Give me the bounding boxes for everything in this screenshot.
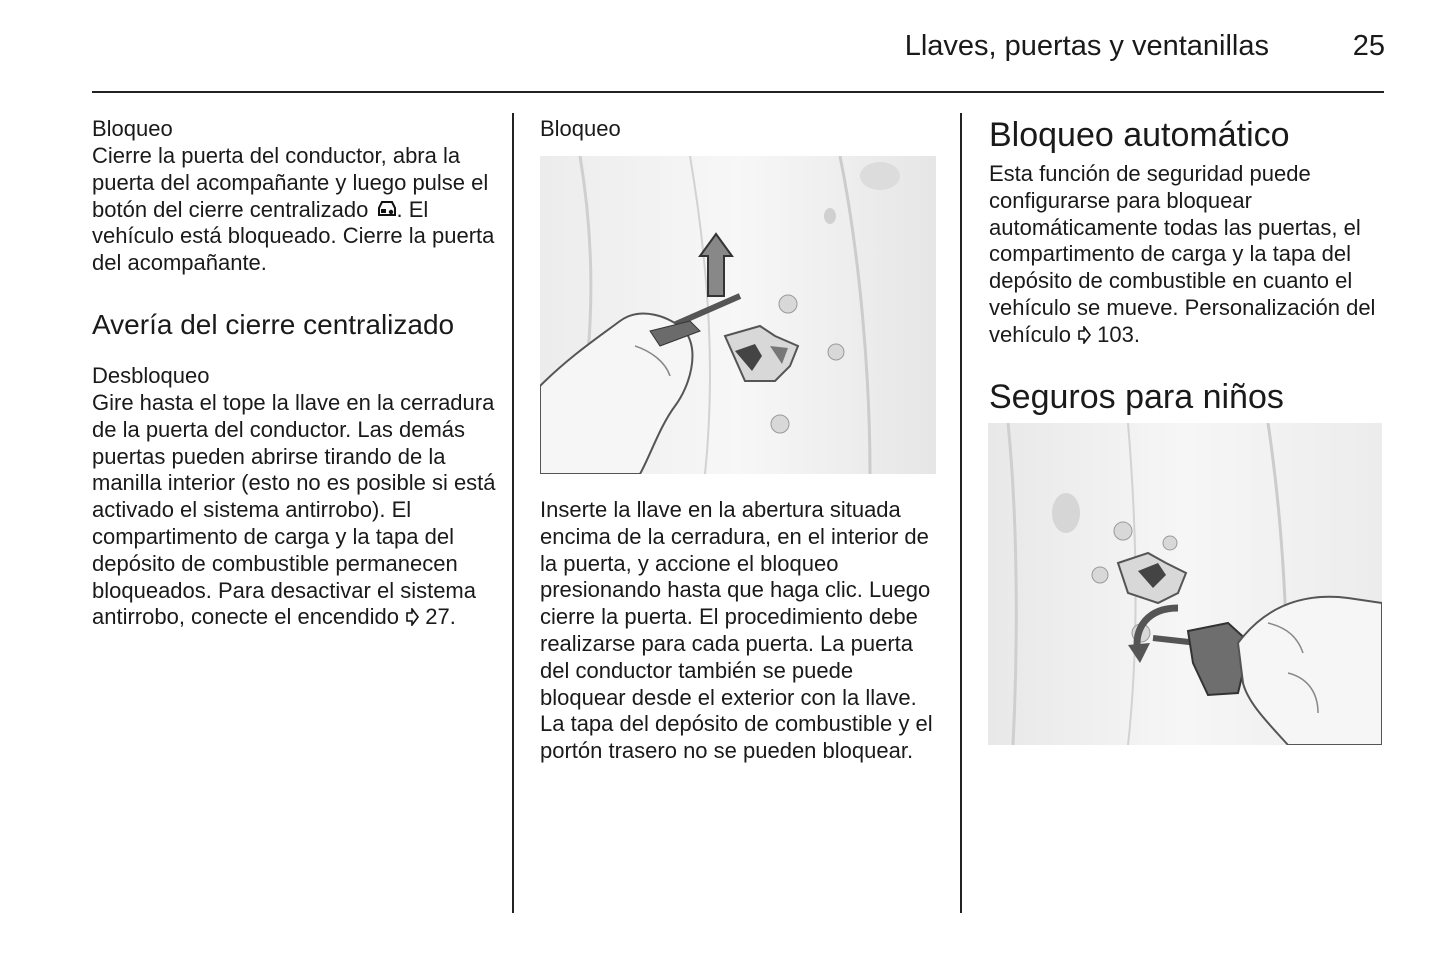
central-lock-icon: [375, 199, 397, 219]
lock-paragraph: [92, 143, 496, 277]
auto-lock-paragraph: [989, 161, 1384, 349]
lock-procedure-text: Inserte la llave en la abertura situada encima de la cerradura, en el interior de la puerta, y accione el bloqueo presionando hasta que haga clic. Luego cierre la puerta. El procedimiento debe realizarse para cada puerta. La puerta del conductor también se puede bloquear desde el exterior con la llave. La tapa del depósito de combustible y el portón trasero no se pueden bloquear.: [540, 497, 933, 764]
column-divider: [512, 113, 514, 913]
unlock-subheading: Desbloqueo: [92, 362, 210, 388]
auto-lock-reference: 103.: [1091, 321, 1140, 347]
column-left: [92, 115, 496, 631]
column-right: [989, 115, 1384, 745]
page-reference-icon: [1077, 326, 1091, 344]
running-header-title: Llaves, puertas y ventanillas: [904, 30, 1269, 62]
page-reference-icon: [405, 608, 419, 626]
door-lock-illustration: [540, 156, 936, 474]
page-number: 25: [1352, 30, 1385, 62]
auto-lock-heading: Bloqueo automático: [989, 116, 1290, 154]
unlock-text: Gire hasta el tope la llave en la cerradura de la puerta del conductor. Las demás puertas pueden abrirse tirando de la manilla interior (esto no es posible si está activado el sistema antirrobo). El compartimento de carga y la tapa del depósito de combustible permanecen bloqueados. Para desactivar el sistema antirrobo, conecte el encendido: [92, 389, 496, 630]
fault-heading: Avería del cierre centralizado: [92, 308, 455, 340]
lock-subheading: Bloqueo: [92, 116, 173, 141]
lock-subheading-2: Bloqueo: [540, 116, 621, 141]
auto-lock-text: Esta función de seguridad puede configurarse para bloquear automáticamente todas las puertas, el compartimento de carga y la tapa del depósito de combustible en cuanto el vehículo se mueve. Personalización del vehículo: [989, 161, 1376, 347]
unlock-reference: 27.: [419, 604, 456, 630]
unlock-paragraph: [92, 390, 496, 631]
lock-text-b: . El vehículo está bloqueado. Cierre la puerta del acompañante.: [92, 196, 495, 276]
child-locks-heading: Seguros para niños: [989, 377, 1284, 416]
column-divider: [960, 113, 962, 913]
child-lock-illustration: [988, 423, 1382, 745]
lock-text-a: Cierre la puerta del conductor, abra la puerta del acompañante y luego pulse el botón del cierre centralizado: [92, 143, 489, 222]
header-rule: [92, 91, 1384, 93]
column-middle: [540, 115, 940, 765]
